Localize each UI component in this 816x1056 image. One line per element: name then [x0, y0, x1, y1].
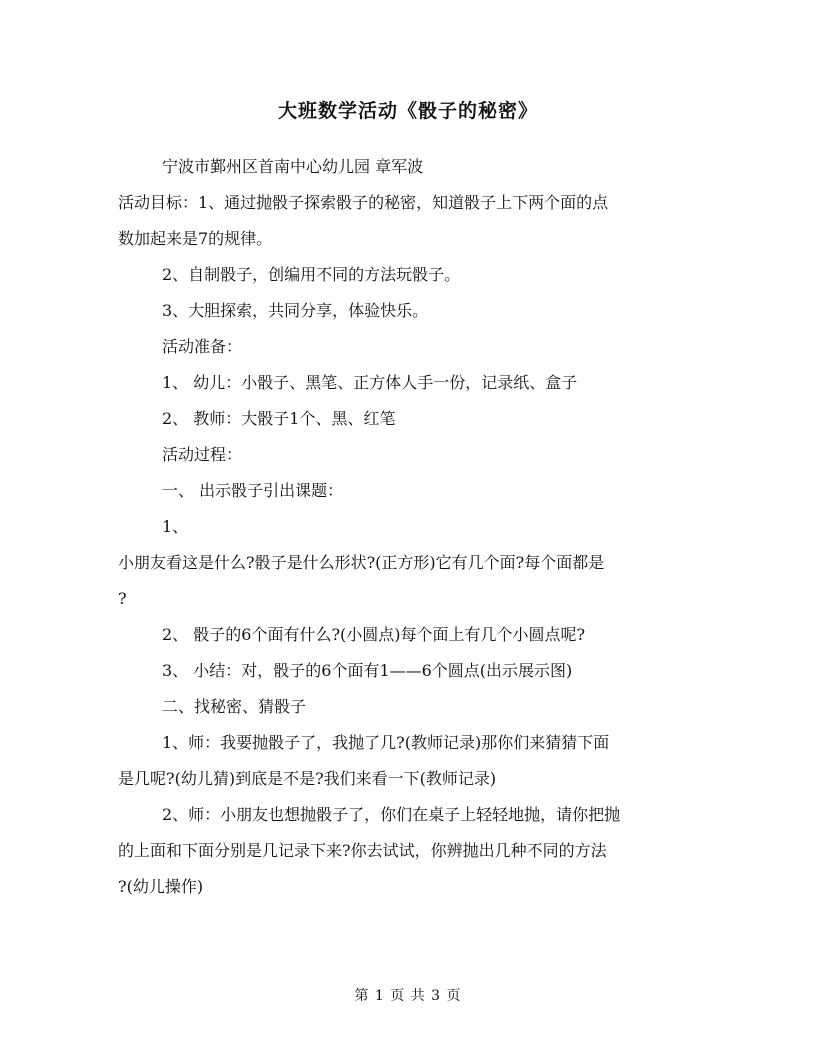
paragraph-line: 是几呢?(幼儿猜)到底是不是?我们来看一下(教师记录) [118, 769, 497, 788]
paragraph-line: 1、 幼儿：小骰子、黑笔、正方体人手一份，记录纸、盒子 [162, 373, 578, 392]
paragraph-line: 2、师：小朋友也想抛骰子了，你们在桌子上轻轻地抛，请你把抛 [162, 805, 621, 824]
document-body [118, 149, 698, 905]
section-heading: 活动过程： [162, 445, 243, 464]
paragraph-line: 2、自制骰子，创编用不同的方法玩骰子。 [162, 265, 461, 284]
page-number-footer: 第 1 页 共 3 页 [354, 988, 462, 1004]
paragraph-line: 3、大胆探索，共同分享，体验快乐。 [162, 301, 429, 320]
paragraph-line: ?(幼儿操作) [118, 877, 204, 896]
paragraph-line: 1、师：我要抛骰子了，我抛了几?(教师记录)那你们来猜猜下面 [162, 733, 610, 752]
paragraph-line: 一、 出示骰子引出课题： [162, 481, 344, 500]
paragraph-line: 3、 小结：对，骰子的6个面有1——6个圆点(出示展示图) [162, 661, 573, 680]
paragraph-line: 的上面和下面分别是几记录下来?你去试试，你辨抛出几种不同的方法 [118, 841, 607, 860]
section-heading: 二、找秘密、猜骰子 [162, 697, 307, 716]
section-heading: 活动准备： [162, 337, 243, 356]
paragraph-line: 数加起来是7的规律。 [118, 229, 273, 248]
paragraph-line: 活动目标：1、通过抛骰子探索骰子的秘密，知道骰子上下两个面的点 [118, 193, 609, 212]
author-line: 宁波市鄞州区首南中心幼儿园 章军波 [162, 157, 424, 176]
paragraph-line: 2、 教师：大骰子1个、黑、红笔 [162, 409, 396, 428]
paragraph-line: ? [118, 589, 127, 608]
document-title: 大班数学活动《骰子的秘密》 [277, 100, 538, 122]
paragraph-line: 小朋友看这是什么?骰子是什么形状?(正方形)它有几个面?每个面都是 [118, 553, 605, 572]
paragraph-line: 2、 骰子的6个面有什么?(小圆点)每个面上有几个小圆点呢? [162, 625, 586, 644]
paragraph-line: 1、 [162, 517, 189, 536]
